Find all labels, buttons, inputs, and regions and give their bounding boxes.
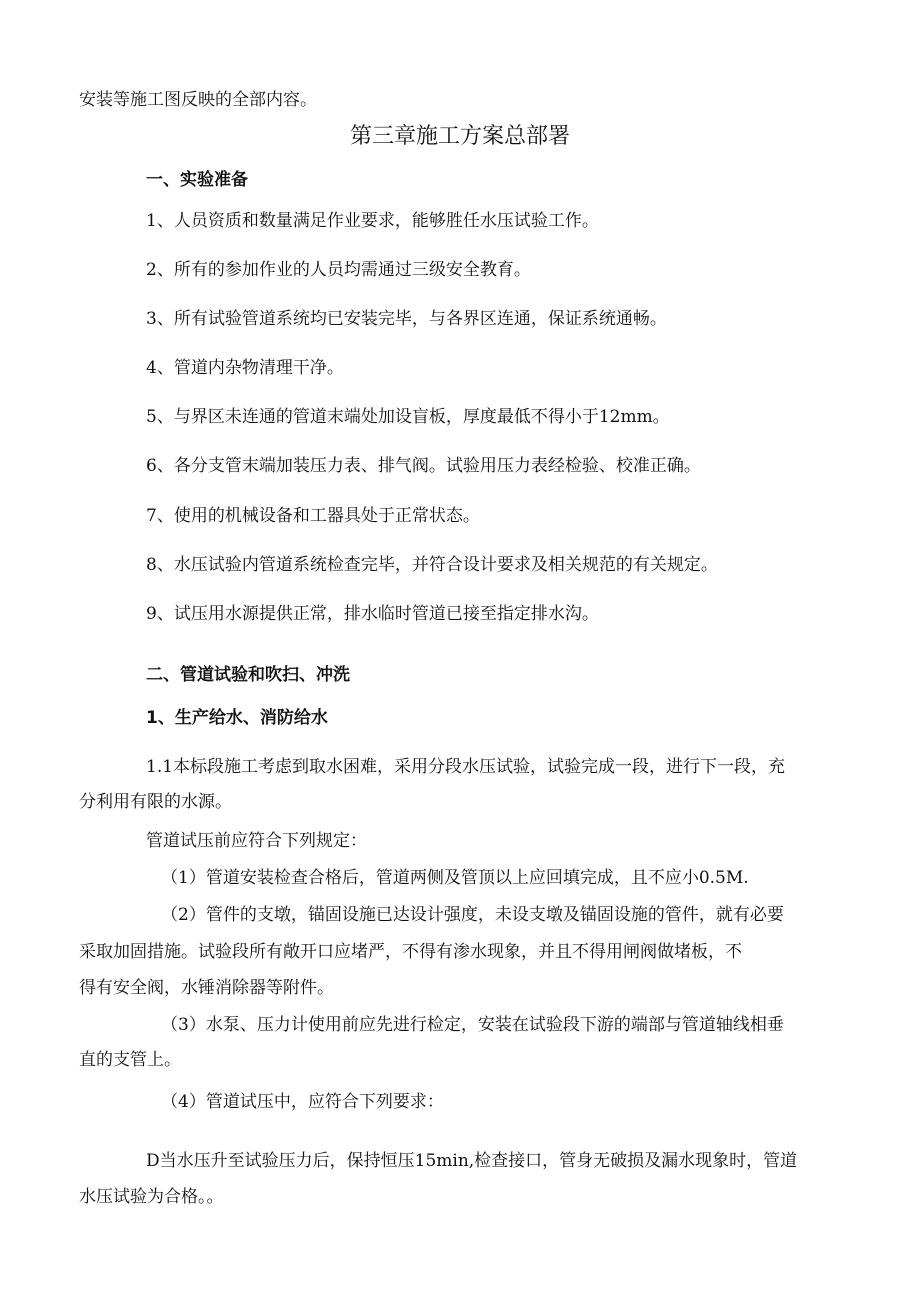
rule-2-line: （2）管件的支墩，锚固设施已达设计强度，未设支墩及锚固设施的管件，就有必要 (161, 905, 784, 925)
rule-3-line: 直的支管上。 (79, 1050, 181, 1070)
section-2-subheading: 1、生产给水、消防给水 (146, 708, 328, 728)
list-item: 9、试压用水源提供正常，排水临时管道已接至指定排水沟。 (146, 604, 599, 624)
section-2-heading: 二、管道试验和吹扫、冲洗 (146, 665, 350, 685)
section-1-heading: 一、实验准备 (146, 170, 248, 190)
chapter-title: 第三章施工方案总部署 (349, 124, 570, 149)
list-item: 6、各分支管末端加装压力表、排气阀。试验用压力表经检验、校准正确。 (146, 456, 701, 476)
paragraph-line: 1.1本标段施工考虑到取水困难，采用分段水压试验，试验完成一段，进行下一段，充 (146, 757, 786, 777)
list-item: 8、水压试验内管道系统检查完毕，并符合设计要求及相关规范的有关规定。 (146, 555, 718, 575)
list-item: 4、管道内杂物清理干净。 (146, 358, 344, 378)
rule-2-line: 采取加固措施。试验段所有敞开口应堵严，不得有渗水现象，并且不得用闸阀做堵板，不 (79, 942, 742, 962)
list-item: 1、人员资质和数量满足作业要求，能够胜任水压试验工作。 (146, 211, 599, 231)
list-item: 3、所有试验管道系统均已安装完毕，与各界区连通，保证系统通畅。 (146, 309, 667, 329)
rule-3-line: （3）水泵、压力计使用前应先进行检定，安装在试验段下游的端部与管道轴线相垂 (161, 1015, 784, 1035)
paragraph-line: 分利用有限的水源。 (79, 792, 232, 812)
final-paragraph-line: 水压试验为合格。。 (79, 1187, 224, 1207)
intro-line: 安装等施工图反映的全部内容。 (79, 90, 317, 110)
list-item: 2、所有的参加作业的人员均需通过三级安全教育。 (146, 260, 531, 280)
list-item: 7、使用的机械设备和工器具处于正常状态。 (146, 506, 480, 526)
rule-4: （4）管道试压中，应符合下列要求： (161, 1092, 444, 1112)
rule-1: （1）管道安装检查合格后，管道两侧及管顶以上应回填完成，且不应小0.5M. (161, 868, 749, 888)
list-item: 5、与界区未连通的管道末端处加设盲板，厚度最低不得小于12mm。 (146, 407, 670, 427)
final-paragraph-line: D当水压升至试验压力后，保持恒压15min,检查接口，管身无破损及漏水现象时，管道 (146, 1151, 798, 1171)
rule-2-line: 得有安全阀，水锤消除器等附件。 (79, 978, 334, 998)
rules-intro: 管道试压前应符合下列规定： (146, 831, 367, 851)
